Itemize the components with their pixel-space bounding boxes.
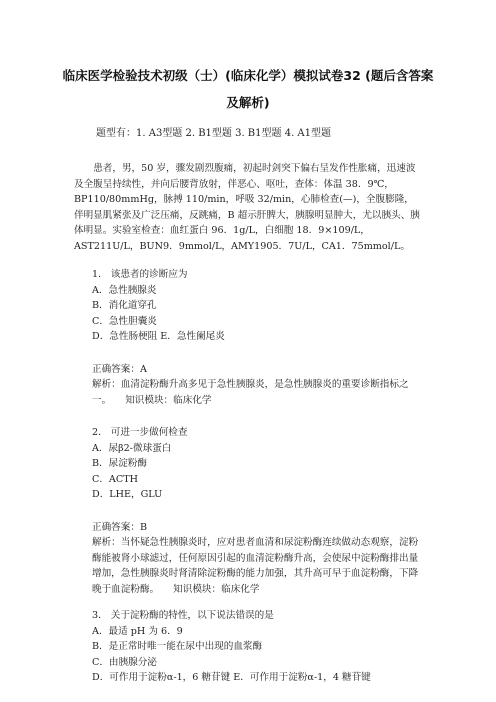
option-c: C．急性胆囊炎: [92, 315, 157, 327]
option-c: C．由胰腺分泌: [92, 656, 157, 668]
knowledge-module: 知识模块：临床化学: [125, 394, 212, 406]
title-line-2: 及解析): [226, 95, 270, 110]
document-title: [60, 62, 436, 116]
title-line-1: 临床医学检验技术初级（士）(临床化学）模拟试卷32 (题后含答案: [62, 68, 434, 83]
option-c: C．ACTH: [92, 473, 138, 485]
question-2: [92, 425, 422, 597]
knowledge-module: 知识模块：临床化学: [173, 583, 260, 595]
option-a: A．尿β2-微球蛋白: [92, 442, 172, 454]
question-stem: 1． 该患者的诊断应为: [92, 269, 188, 280]
explanation-text: 解析：血清淀粉酶升高多见于急性胰腺炎，是急性胰腺炎的重要诊断指标之一。: [92, 379, 409, 406]
question-1: [92, 267, 422, 408]
option-b: B．尿淀粉酶: [92, 458, 148, 469]
question-stem: 3． 关于淀粉酶的特性，以下说法错误的是: [92, 610, 274, 621]
option-b: B．是正常时唯一能在尿中出现的血浆酶: [92, 641, 263, 652]
option-b: B．消化道穿孔: [92, 300, 157, 311]
option-a: A．最适 pH 为 6．9: [92, 625, 183, 637]
case-description: 患者，男，50 岁，骤发剧烈腹痛，初起时剑突下偏右呈发作性胀痛，迅速波及全腹呈持续性，并向后腰背放射，伴恶心、呕吐，查体：体温 38．9℃，BP110/80mmHg，脉搏 110/min，呼吸 32/min，心肺检查(—)，全腹膨隆，伴明显肌紧张及广泛压痛，反跳痛，B 超示肝脾大，胰腺明显肿大，尤以胰头、胰体明显。实验室检查：血红蛋白 96．1g/L，白细胞 18．9×109/L，AST211U/L，BUN9．9mmol/L，AMY1905．7U/L，CA1．75mmol/L。: [74, 163, 420, 252]
explanation-text: 解析：当怀疑急性胰腺炎时，应对患者血清和尿淀粉酶连续做动态观察，淀粉酶能被肾小球滤过，任何原因引起的血清淀粉酶升高，会使尿中淀粉酶排出量增加，急性胰腺炎时肾清除淀粉酶的能力加强，其升高可早于血淀粉酶，下降晚于血淀粉酶。: [92, 537, 419, 595]
question-3: [92, 608, 422, 686]
question-stem: 2． 可进一步做何检查: [92, 427, 188, 438]
option-d-e: D．可作用于淀粉α-1，6 糖苷键 E．可作用于淀粉α-1，4 糖苷键: [92, 672, 371, 683]
option-a: A．急性胰腺炎: [92, 284, 157, 296]
option-d: D．LHE，GLU: [92, 489, 163, 500]
option-d-e: D．急性肠梗阻 E．急性阑尾炎: [92, 331, 225, 342]
explanation: [92, 535, 422, 597]
question-types: 题型有：1. A3型题 2. B1型题 3. B1型题 4. A1型题: [96, 128, 332, 139]
correct-answer: 正确答案：A: [92, 363, 147, 375]
correct-answer: 正确答案：B: [92, 521, 148, 533]
explanation: [92, 377, 422, 408]
